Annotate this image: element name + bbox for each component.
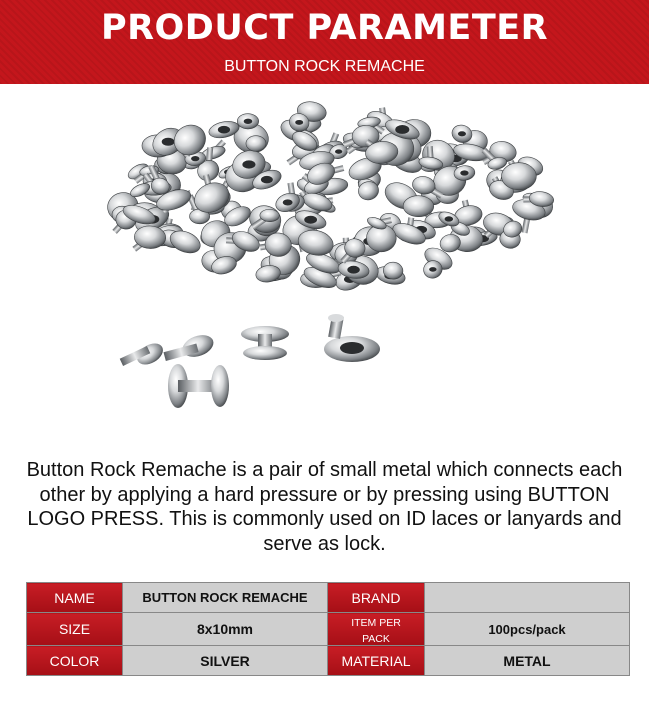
material-value: METAL [425, 646, 630, 676]
loose-rivets [120, 314, 380, 408]
page-title: PRODUCT PARAMETER [100, 8, 549, 48]
item-per-pack-label [328, 613, 425, 646]
name-label: NAME [27, 583, 123, 613]
table-row [27, 613, 630, 646]
table-row [27, 646, 630, 676]
size-value: 8x10mm [123, 613, 328, 646]
page-subtitle: BUTTON ROCK REMACHE [224, 58, 425, 75]
brand-label: BRAND [328, 583, 425, 613]
rivet-pile [105, 99, 556, 294]
product-photo [80, 96, 580, 436]
name-value: BUTTON ROCK REMACHE [123, 583, 328, 613]
product-description: Button Rock Remache is a pair of small metal which connects each other by applying a hard pressure or by pressing using BUTTON LOGO PRESS. This is commonly used on ID laces or lanyards and serve as lock. [26, 459, 623, 555]
color-value: SILVER [123, 646, 328, 676]
header-banner [0, 0, 649, 84]
material-label: MATERIAL [328, 646, 425, 676]
item-per-pack-label-line2: PACK [362, 633, 390, 645]
item-per-pack-value: 100pcs/pack [425, 613, 630, 646]
color-label: COLOR [27, 646, 123, 676]
item-per-pack-label-line1: ITEM PER [351, 617, 401, 629]
table-row [27, 583, 630, 613]
size-label: SIZE [27, 613, 123, 646]
parameter-table [26, 582, 630, 676]
brand-value [425, 583, 630, 613]
